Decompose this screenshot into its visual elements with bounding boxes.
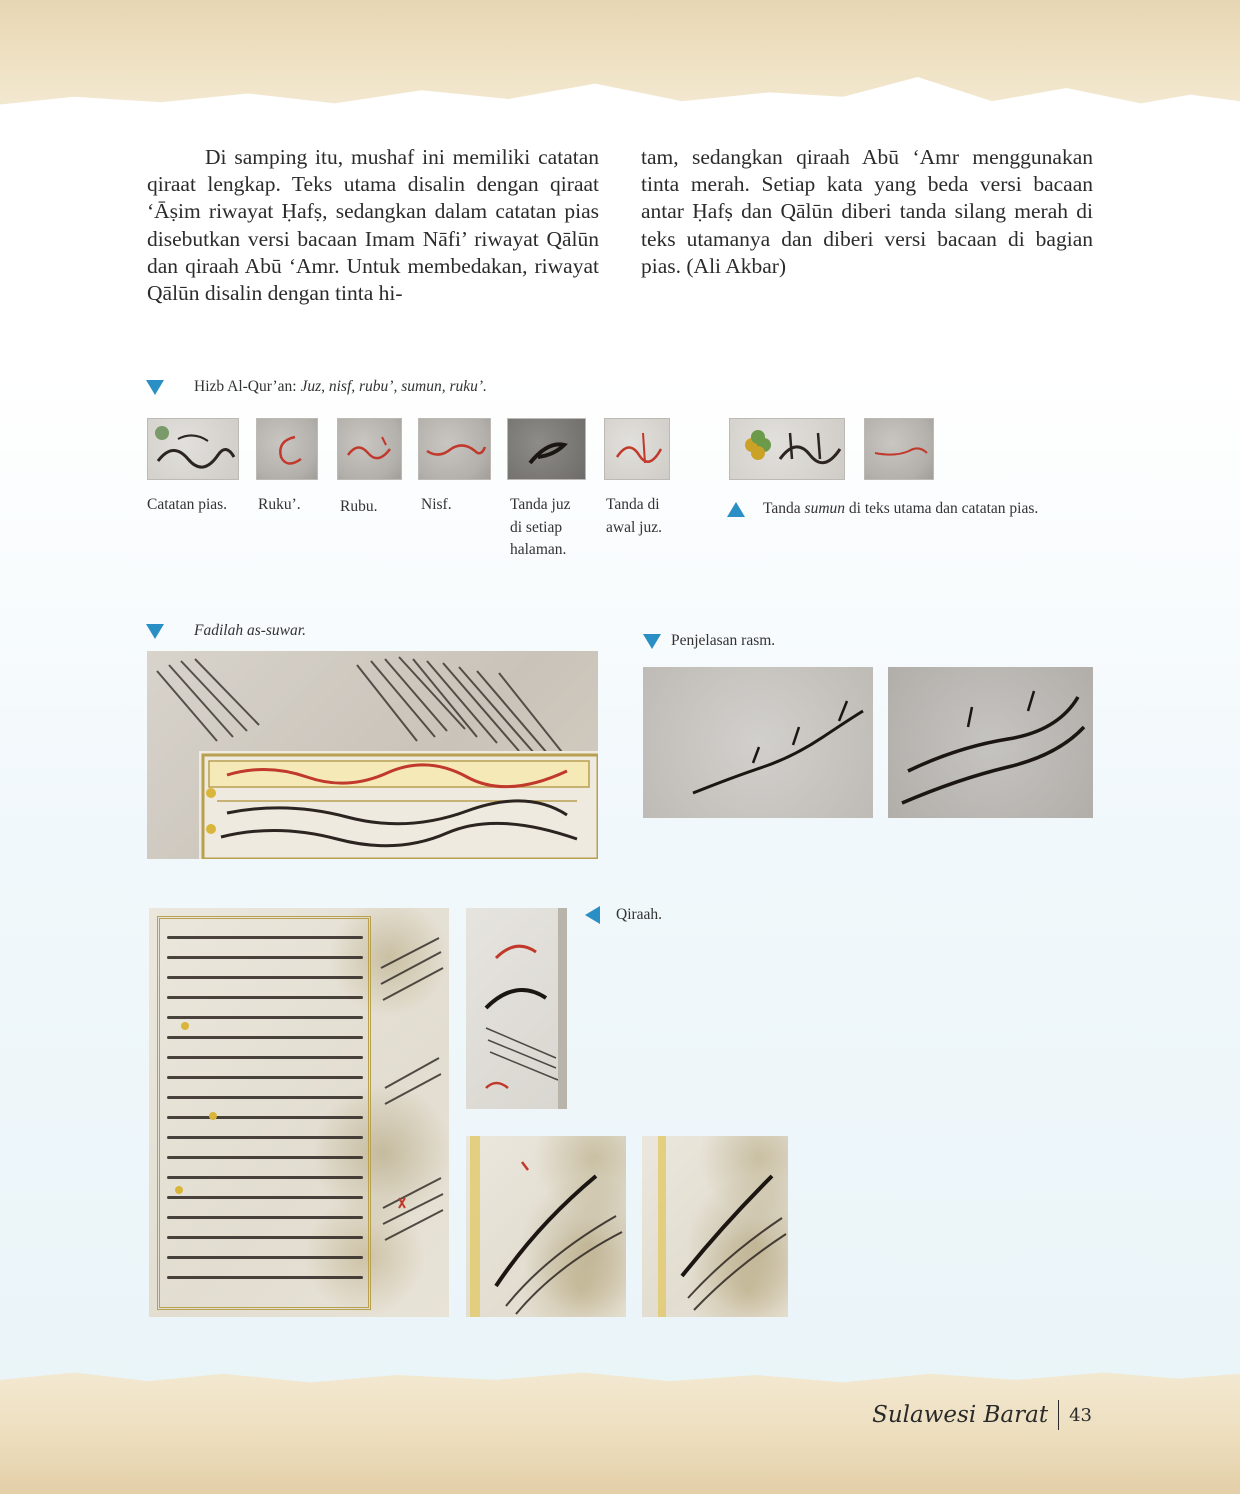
fadilah-caption: Fadilah as-suwar. xyxy=(146,622,306,640)
thumb-tanda-juz xyxy=(507,418,586,480)
torn-paper-top xyxy=(0,0,1240,110)
qiraah-manuscript-page xyxy=(149,908,449,1317)
label-nisf: Nisf. xyxy=(421,496,452,513)
arabic-script-image xyxy=(466,1136,626,1317)
margin-notes-image xyxy=(149,908,449,1317)
arabic-script-image xyxy=(419,419,491,480)
qiraah-detail-top xyxy=(466,908,567,1109)
body-text-right: tam, sedangkan qiraah Abū ‘Amr menggunakan tinta merah. Setiap kata yang beda versi bacaan antar Ḥafṣ dan Qālūn diberi tanda silang merah di teks utamanya dan diberi versi bacaan di bagian pias. (Ali Akbar) xyxy=(641,145,1093,278)
arabic-script-image xyxy=(605,419,670,480)
triangle-left-icon xyxy=(585,906,600,924)
label-tanda-awal-juz: Tanda di awal juz. xyxy=(606,496,662,536)
footer-divider xyxy=(1058,1400,1059,1430)
page-number: 43 xyxy=(1069,1404,1092,1426)
torn-paper-bottom xyxy=(0,1370,1240,1494)
rasm-image-left xyxy=(643,667,873,818)
hizb-caption xyxy=(146,378,487,396)
footer-region: Sulawesi Barat xyxy=(872,1402,1049,1428)
rasm-caption: Penjelasan rasm. xyxy=(643,632,775,650)
thumb-tanda-awal-juz xyxy=(604,418,670,480)
fadilah-manuscript-image xyxy=(147,651,598,859)
triangle-down-icon xyxy=(643,634,661,649)
thumb-rubu xyxy=(337,418,402,480)
qiraah-detail-bottom-left xyxy=(466,1136,626,1317)
label-rubu: Rubu. xyxy=(340,498,378,515)
qiraah-detail-bottom-right xyxy=(642,1136,788,1317)
arabic-script-image xyxy=(257,419,318,480)
arabic-script-image xyxy=(643,667,873,818)
qiraah-caption: Qiraah. xyxy=(585,906,662,924)
thumb-catatan-pias xyxy=(147,418,239,480)
arabic-script-image xyxy=(865,419,934,480)
thumb-sumun-teks-utama xyxy=(729,418,845,480)
label-ruku: Ruku’. xyxy=(258,496,301,513)
thumb-nisf xyxy=(418,418,491,480)
page-footer xyxy=(872,1400,1092,1430)
label-catatan-pias: Catatan pias. xyxy=(147,496,228,513)
arabic-script-image xyxy=(338,419,402,480)
body-text-left: Di samping itu, mushaf ini memiliki catatan qiraat lengkap. Teks utama disalin dengan qiraat ‘Āṣim riwayat Ḥafṣ, sedangkan dalam catatan pias disebutkan versi bacaan Imam Nāfi’ riwayat Qālūn dan qiraah Abū ‘Amr. Untuk membedakan, riwayat Qālūn disalin dengan tinta hi- xyxy=(147,145,599,306)
arabic-script-image xyxy=(466,908,567,1109)
arabic-script-image xyxy=(148,419,239,480)
rasm-image-right xyxy=(888,667,1093,818)
hizb-caption-terms: Juz, nisf, rubu’, sumun, ruku’. xyxy=(300,378,487,395)
triangle-down-icon xyxy=(146,380,164,395)
arabic-script-image xyxy=(730,419,845,480)
arabic-script-image xyxy=(642,1136,788,1317)
label-tanda-juz: Tanda juz di setiap halaman. xyxy=(510,496,571,558)
triangle-down-icon xyxy=(146,624,164,639)
arabic-script-image xyxy=(888,667,1093,818)
triangle-up-icon xyxy=(727,502,745,517)
thumb-sumun-catatan-pias xyxy=(864,418,934,480)
arabic-script-image xyxy=(147,651,598,859)
thumb-ruku xyxy=(256,418,318,480)
sumun-caption: Tanda sumun di teks utama dan catatan pias. xyxy=(727,500,1038,518)
arabic-script-image xyxy=(508,419,586,480)
hizb-caption-prefix: Hizb Al-Qur’an: xyxy=(194,378,297,395)
